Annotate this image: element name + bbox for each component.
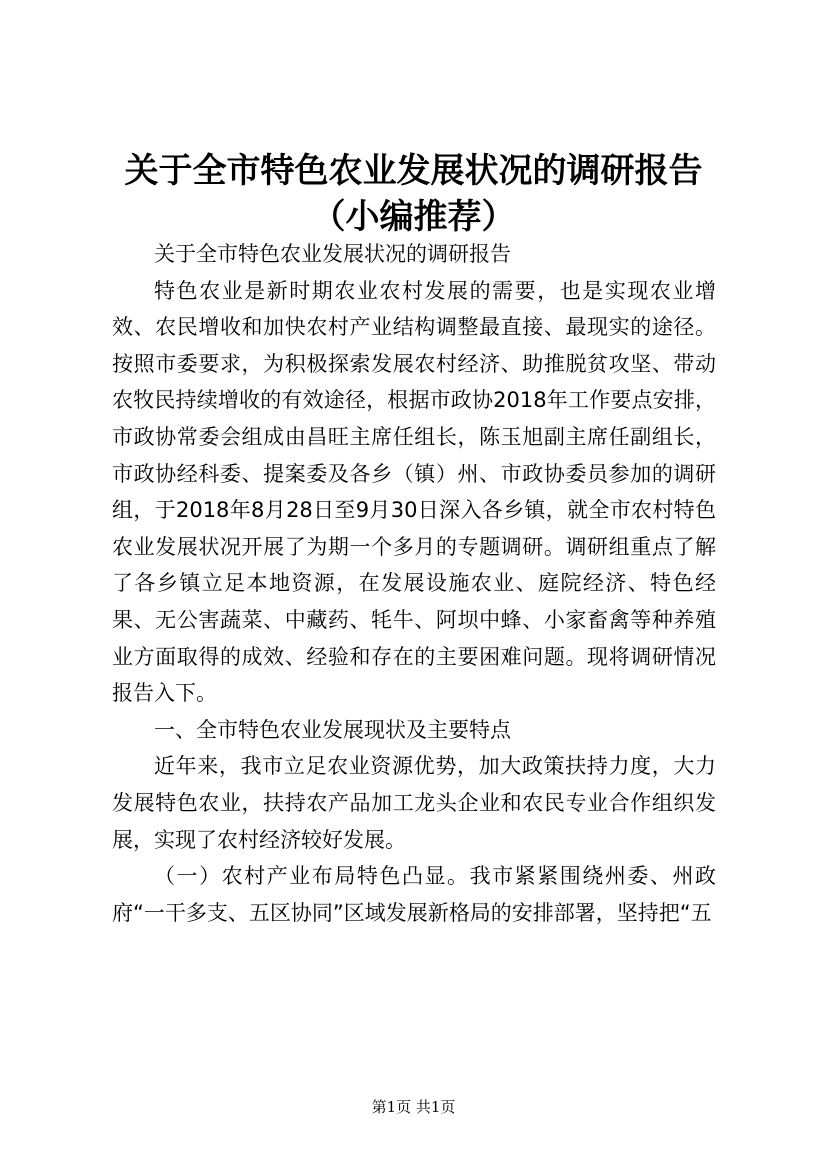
paragraph-subtitle: 关于全市特色农业发展状况的调研报告 (154, 242, 511, 266)
section-heading-1: 一、全市特色农业发展现状及主要特点 (154, 717, 511, 742)
paragraph-intro: 特色农业是新时期农业农村发展的需要，也是实现农业增效、农民增收和加快农村产业结构调整最直接、最现实的途径。按照市委要求，为积极探索发展农村经济、助推脱贫攻坚、带动农牧民持续增收的有效途径，根据市政协2018年工作要点安排，市政协常委会组成由昌旺主席任组长，陈玉旭副主席任副组长，市政协经科委、提案委及各乡（镇）州、市政协委员参加的调研组，于2018年8月28日至9月30日深入各乡镇，就全市农村特色农业发展状况开展了为期一个多月的专题调研。调研组重点了解了各乡镇立足本地资源，在发展设施农业、庭院经济、特色经果、无公害蔬菜、中藏药、牦牛、阿坝中蜂、小家畜禽等种养殖业方面取得的成效、经验和存在的主要困难问题。现将调研情况报告入下。 (112, 278, 716, 706)
document-title: 关于全市特色农业发展状况的调研报告（小编推荐） (124, 151, 703, 237)
paragraph-overview: 近年来，我市立足农业资源优势，加大政策扶持力度，大力发展特色农业，扶持农产品加工龙头企业和农民专业合作组织发展，实现了农村经济较好发展。 (112, 754, 716, 852)
paragraph-subsection-1: （一）农村产业布局特色凸显。我市紧紧围绕州委、州政府“一干多支、五区协同”区域发展新格局的安排部署，坚持把“五 (112, 864, 716, 925)
document-body (112, 236, 716, 931)
page-number-footer: 第1页 共1页 (371, 1098, 456, 1116)
